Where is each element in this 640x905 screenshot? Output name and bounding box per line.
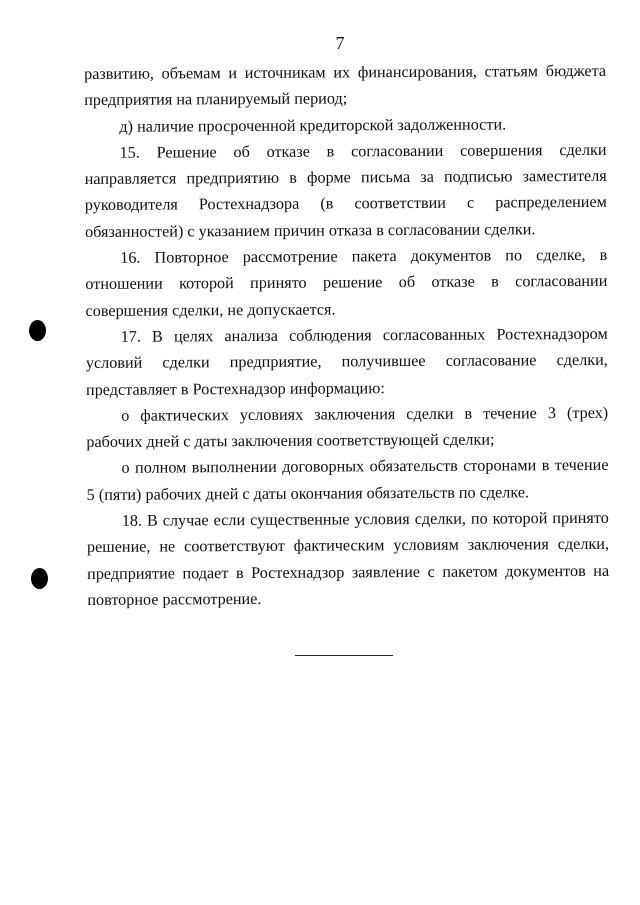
paragraph-18: 18. В случае если существенные условия сделки, по которой принято решение, не соответствуют фактическим условиям заключения сделки, предприятие подает в Ростехнадзор заявление с пакетом документов на повторное рассмотрение. [86,508,610,609]
paragraph-17: 17. В целях анализа соблюдения согласованных Ростехнадзором условий сделки предприятие, получившее согласование сделки, представляет в Ростехнадзор информацию: [85,324,608,399]
end-of-document-rule [295,655,393,656]
paragraph-17-item-1: о фактических условиях заключения сделки в течение 3 (трех) рабочих дней с даты заключения соответствующей сделки; [86,403,609,452]
binder-hole-mark [31,568,48,589]
document-body [84,58,609,613]
page-number: 7 [335,33,345,53]
paragraph-17-item-2: о полном выполнении договорных обязательств сторонами в течение 5 (пяти) рабочих дней с даты окончания обязательств по сделке. [86,456,609,504]
paragraph-15: 15. Решение об отказе в согласовании совершения сделки направляется предприятию в форме письма за подписью заместителя руководителя Ростехнадзора (в соответствии с распределением обязанностей) с указанием причин отказа в согласовании сделки. [84,140,607,241]
binder-hole-mark [29,320,46,341]
paragraph-item-d: д) наличие просроченной кредиторской задолженности. [119,115,507,136]
paragraph-16: 16. Повторное рассмотрение пакета документов по сделке, в отношении которой принято решение об отказе в согласовании совершения сделки, не допускается. [85,245,608,320]
paragraph-continuation: развитию, объемам и источникам их финансирования, статьям бюджета предприятия на планируемый период; [84,61,607,110]
